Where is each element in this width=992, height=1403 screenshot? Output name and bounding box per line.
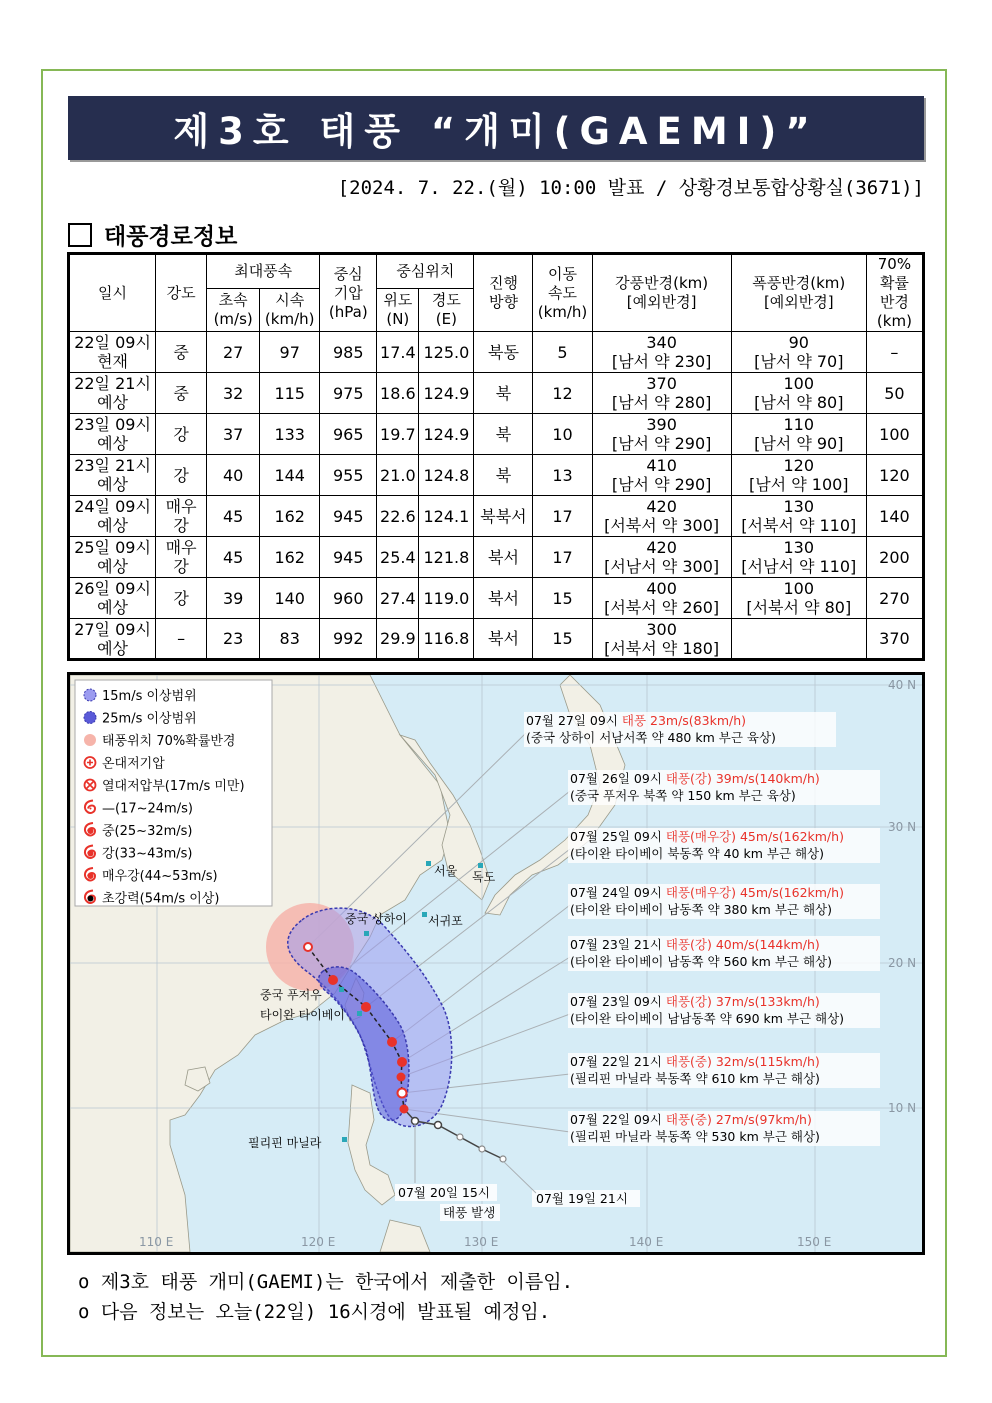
annotation-time: 07월 24일 09시 [570,885,666,900]
cell-speed: 17 [533,537,592,578]
cell-kmh: 133 [260,414,320,455]
label-dokdo: 독도 [472,870,496,884]
cell-ms: 45 [207,496,260,537]
annotation-status: 태풍(매우강) 45m/s(162km/h) [665,829,844,844]
cell-ms: 32 [207,373,260,414]
cell-storm: 110 [남서 약 90] [731,414,866,455]
annotation-status: 태풍(매우강) 45m/s(162km/h) [665,885,844,900]
typhoon-strong-icon [85,846,193,862]
past-position-marker [457,1134,463,1140]
cell-intensity: – [156,619,207,660]
cell-gale: 370 [남서 약 280] [592,373,731,414]
cell-prob: 100 [866,414,923,455]
seoul-marker [426,861,431,866]
notes [78,1267,573,1327]
cell-kmh: 83 [260,619,320,660]
cell-lon: 116.8 [419,619,474,660]
th-pressure: 중심 기압 (hPa) [320,254,377,332]
annotation-title [570,1112,812,1127]
table-row [69,414,924,455]
cell-prob: 50 [866,373,923,414]
lat-label: 30 N [888,820,917,834]
cell-lat: 27.4 [377,578,419,619]
annotation-status: 태풍(중) 32m/s(115km/h) [665,1054,820,1069]
cell-dir: 북동 [474,332,533,373]
forecast-position-marker [328,975,338,985]
cell-gale: 340 [남서 약 230] [592,332,731,373]
annotation-detail: (타이완 타이베이 남남동쪽 약 690 km 부근 해상) [570,1011,845,1026]
cell-prob: 370 [866,619,923,660]
cell-dir: 북서 [474,537,533,578]
cell-storm: 130 [서남서 약 110] [731,537,866,578]
legend-label: 태풍위치 70%확률반경 [102,734,236,749]
taipei-marker [357,1011,362,1016]
checkbox-icon [68,223,92,247]
note-line: o 제3호 태풍 개미(GAEMI)는 한국에서 제출한 이름임. [78,1271,574,1293]
cell-time: 22일 09시 현재 [69,332,156,373]
lon-label: 150 E [797,1235,832,1249]
cell-hpa: 975 [320,373,377,414]
section-title: 태풍경로정보 [104,224,238,250]
cell-time: 25일 09시 예상 [69,537,156,578]
start-time: 07월 19일 21시 [536,1191,628,1206]
cell-speed: 15 [533,619,592,660]
manila-marker [342,1137,347,1142]
legend-label: 강(33~43m/s) [102,846,193,862]
cell-speed: 5 [533,332,592,373]
cell-kmh: 162 [260,537,320,578]
lon-label: 140 E [629,1235,664,1249]
annotation-time: 07월 22일 21시 [570,1054,666,1069]
annotation-title [570,885,844,900]
legend-label: 열대저압부(17m/s 미만) [102,779,245,794]
cell-time: 26일 09시 예상 [69,578,156,619]
pink-circle-shape [84,734,96,746]
cell-storm [731,619,866,660]
forecast-position-marker [397,1073,406,1082]
cell-dir: 북서 [474,578,533,619]
th-datetime: 일시 [69,254,156,332]
cell-lon: 124.9 [419,414,474,455]
legend-label: 온대저기압 [102,756,165,772]
th-max-wind: 최대풍속 [207,254,320,289]
forecast-position-marker [397,1057,407,1067]
cell-speed: 10 [533,414,592,455]
note-line: o 다음 정보는 오늘(22일) 16시경에 발표될 예정임. [78,1301,551,1323]
cell-hpa: 985 [320,332,377,373]
cell-dir: 북 [474,414,533,455]
annotation-status: 태풍(강) 37m/s(133km/h) [665,994,820,1009]
cell-kmh: 115 [260,373,320,414]
label-seoul: 서울 [434,864,458,878]
table-row [69,578,924,619]
annotation-title [570,937,820,952]
annotation-detail: (필리핀 마닐라 북동쪽 약 530 km 부근 해상) [570,1129,820,1144]
cell-dir: 북서 [474,619,533,660]
annotation-title [570,1054,820,1069]
cell-lat: 21.0 [377,455,419,496]
cell-intensity: 중 [156,373,207,414]
map-legend [75,680,272,907]
cell-prob: – [866,332,923,373]
lat-label: 40 N [888,678,917,692]
annotation-title [570,829,844,844]
cell-intensity: 매우 강 [156,537,207,578]
cell-ms: 40 [207,455,260,496]
cell-lon: 119.0 [419,578,474,619]
cell-lon: 124.8 [419,455,474,496]
th-wind-ms: 초속 (m/s) [207,288,260,331]
cell-ms: 27 [207,332,260,373]
map-svg [70,675,922,1252]
annotation-detail: (타이완 타이베이 남동쪽 약 560 km 부근 해상) [570,954,832,969]
th-storm-radius: 폭풍반경(km) [예외반경] [731,254,866,332]
th-position: 중심위치 [377,254,474,289]
cell-ms: 37 [207,414,260,455]
legend-label: —(17~24m/s) [102,801,193,817]
annotation-detail: (타이완 타이베이 북동쪽 약 40 km 부근 해상) [570,846,825,861]
lon-label: 130 E [464,1235,499,1249]
cell-hpa: 960 [320,578,377,619]
table-row [69,332,924,373]
table-row [69,455,924,496]
cell-gale: 390 [남서 약 290] [592,414,731,455]
title-text: 제3호 태풍 “개미(GAEMI)” [173,110,819,153]
past-position-marker [435,1122,442,1129]
annotation-status: 태풍(강) 39m/s(140km/h) [665,771,820,786]
legend-label: 25m/s 이상범위 [102,711,197,727]
cell-intensity: 강 [156,455,207,496]
annotation-time: 07월 27일 09시 [526,713,622,728]
annotation-detail: (중국 푸저우 북쪽 약 150 km 부근 육상) [570,788,796,803]
cell-storm: 130 [서북서 약 110] [731,496,866,537]
cell-gale: 420 [서북서 약 300] [592,496,731,537]
th-intensity: 강도 [156,254,207,332]
cell-lon: 125.0 [419,332,474,373]
cell-speed: 12 [533,373,592,414]
cell-time: 23일 09시 예상 [69,414,156,455]
th-direction: 진행 방향 [474,254,533,332]
annotation-time: 07월 22일 09시 [570,1112,666,1127]
forecast-position-marker [304,943,312,951]
bulletin-title [68,96,924,160]
cell-kmh: 140 [260,578,320,619]
label-seogwipo: 서귀포 [428,914,463,928]
cell-prob: 120 [866,455,923,496]
genesis-time: 07월 20일 15시 [398,1185,490,1200]
genesis-label: 태풍 발생 [443,1205,496,1220]
section-header [68,218,237,251]
th-prob-radius: 70% 확률 반경 (km) [866,254,923,332]
seogwipo-marker [422,912,427,917]
cell-time: 27일 09시 예상 [69,619,156,660]
cell-hpa: 955 [320,455,377,496]
extratropical-icon-shape [85,757,96,768]
cell-intensity: 강 [156,578,207,619]
cell-lon: 124.1 [419,496,474,537]
annotation-status: 태풍(중) 27m/s(97km/h) [665,1112,812,1127]
cell-prob: 200 [866,537,923,578]
cell-speed: 15 [533,578,592,619]
legend-label: 초강력(54m/s 이상) [102,891,220,907]
fuzhou-marker [339,987,344,992]
th-lon: 경도 (E) [419,288,474,331]
cell-storm: 90 [남서 약 70] [731,332,866,373]
cell-dir: 북 [474,455,533,496]
annotation-status: 태풍 23m/s(83km/h) [621,713,747,728]
cell-lat: 17.4 [377,332,419,373]
annotation-time: 07월 23일 21시 [570,937,666,952]
cell-dir: 북북서 [474,496,533,537]
pink-circle [84,733,236,749]
annotation-title [526,713,746,728]
typhoon-super-icon [85,891,220,907]
cell-hpa: 965 [320,414,377,455]
th-gale-radius: 강풍반경(km) [예외반경] [592,254,731,332]
cell-ms: 39 [207,578,260,619]
lon-label: 110 E [139,1235,174,1249]
cell-lat: 25.4 [377,537,419,578]
cell-ms: 23 [207,619,260,660]
cell-gale: 420 [서남서 약 300] [592,537,731,578]
cell-gale: 300 [서북서 약 180] [592,619,731,660]
shanghai-marker [364,931,369,936]
dotted-circle-light-shape [84,689,96,701]
past-position-marker [479,1146,485,1152]
cell-intensity: 강 [156,414,207,455]
typhoon-medium-icon [85,823,193,839]
dokdo-marker [478,863,483,868]
cell-hpa: 992 [320,619,377,660]
track-table [67,252,925,661]
annotation-detail: (중국 상하이 서남서쪽 약 480 km 부근 육상) [526,730,776,745]
td-icon-shape [85,780,96,791]
cell-lon: 124.9 [419,373,474,414]
cell-intensity: 매우 강 [156,496,207,537]
cell-storm: 100 [남서 약 80] [731,373,866,414]
annotation-time: 07월 25일 09시 [570,829,666,844]
forecast-position-marker [361,1002,371,1012]
annotation-time: 07월 23일 09시 [570,994,666,1009]
lat-label: 20 N [888,956,917,970]
cell-time: 23일 21시 예상 [69,455,156,496]
cell-hpa: 945 [320,537,377,578]
legend-label: 매우강(44~53m/s) [102,869,218,884]
cell-speed: 13 [533,455,592,496]
annotation-title [570,771,820,786]
cell-kmh: 97 [260,332,320,373]
cell-storm: 100 [서북서 약 80] [731,578,866,619]
annotation-title [570,994,820,1009]
cell-speed: 17 [533,496,592,537]
lon-label: 120 E [301,1235,336,1249]
label-taipei: 타이완 타이베이 [260,1008,345,1022]
annotation-time: 07월 26일 09시 [570,771,666,786]
th-speed: 이동 속도 (km/h) [533,254,592,332]
typhoon-very-strong-icon [85,868,218,884]
cell-intensity: 중 [156,332,207,373]
cell-kmh: 144 [260,455,320,496]
current-position-marker [400,1105,409,1114]
cell-time: 22일 21시 예상 [69,373,156,414]
annotation-status: 태풍(강) 40m/s(144km/h) [665,937,820,952]
cell-gale: 410 [남서 약 290] [592,455,731,496]
legend-label: 15m/s 이상범위 [102,689,197,704]
td-icon [85,778,245,794]
forecast-position-marker [387,1037,397,1047]
lat-label: 10 N [888,1101,917,1115]
cell-lat: 22.6 [377,496,419,537]
cell-prob: 140 [866,496,923,537]
table-row [69,496,924,537]
typhoon-weak-icon [85,801,193,817]
cell-hpa: 945 [320,496,377,537]
cell-gale: 400 [서북서 약 260] [592,578,731,619]
label-fuzhou: 중국 푸저우 [260,988,322,1002]
typhoon-track-map [67,672,925,1255]
table-row [69,373,924,414]
table-row [69,619,924,660]
annotation-detail: (필리핀 마닐라 북동쪽 약 610 km 부근 해상) [570,1071,820,1086]
label-shanghai: 중국 상하이 [345,912,407,926]
legend-label: 중(25~32m/s) [102,824,193,839]
cell-kmh: 162 [260,496,320,537]
cell-dir: 북 [474,373,533,414]
cell-ms: 45 [207,537,260,578]
cell-lat: 18.6 [377,373,419,414]
th-wind-kmh: 시속 (km/h) [260,288,320,331]
cell-time: 24일 09시 예상 [69,496,156,537]
forecast-position-marker [398,1089,407,1098]
cell-storm: 120 [남서 약 100] [731,455,866,496]
th-lat: 위도 (N) [377,288,419,331]
dotted-circle-dark-shape [84,712,96,724]
cell-lon: 121.8 [419,537,474,578]
issued-info: [2024. 7. 22.(월) 10:00 발표 / 상황경보통합상황실(3671)] [337,177,924,199]
table-row [69,537,924,578]
cell-lat: 29.9 [377,619,419,660]
cell-lat: 19.7 [377,414,419,455]
cell-prob: 270 [866,578,923,619]
track-table-body [69,332,924,660]
annotation-detail: (타이완 타이베이 남동쪽 약 380 km 부근 해상) [570,902,832,917]
label-manila: 필리핀 마닐라 [248,1136,322,1150]
